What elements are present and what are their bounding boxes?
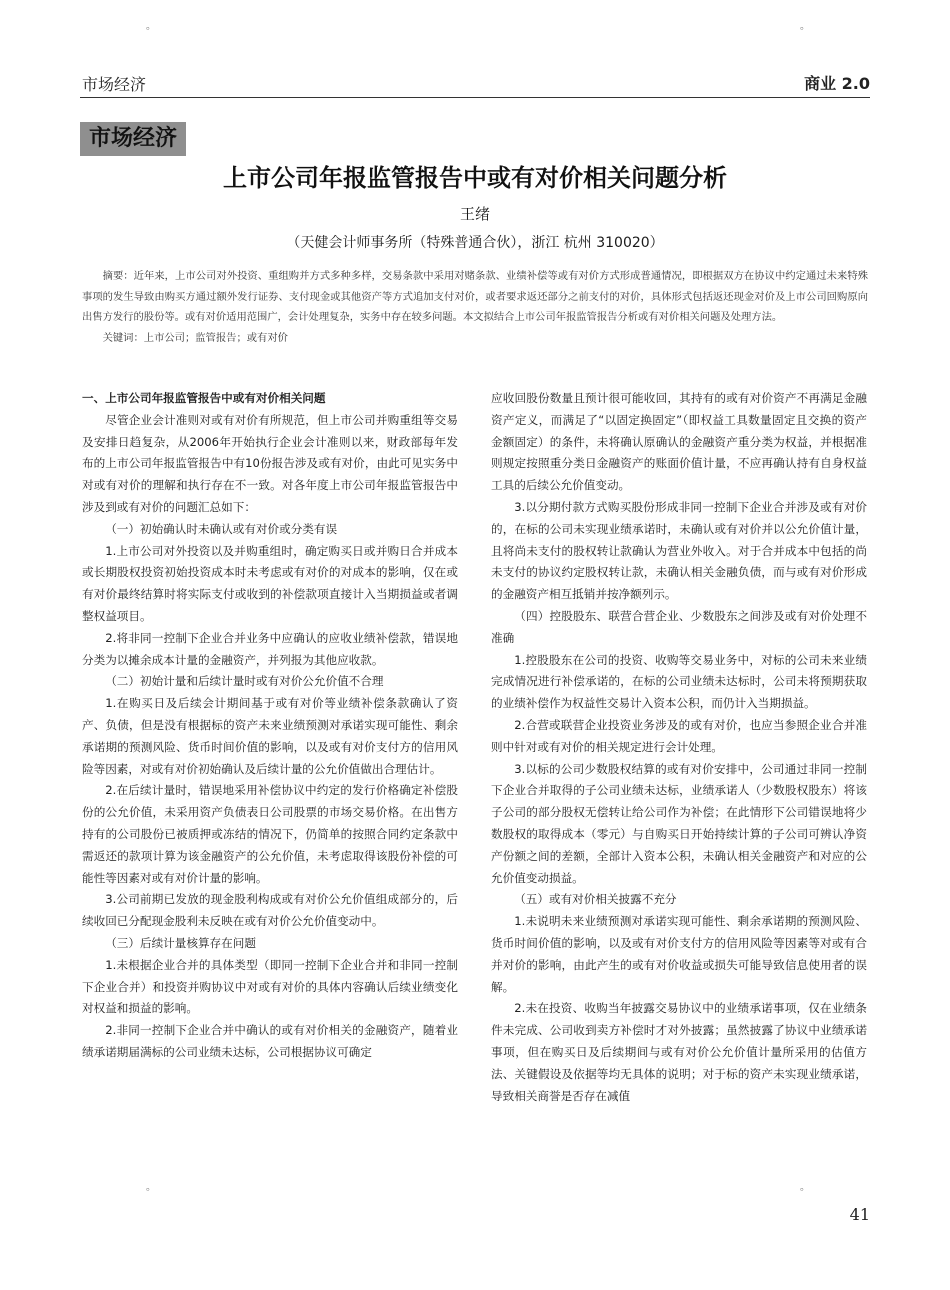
paragraph: 1.上市公司对外投资以及并购重组时，确定购买日或并购日合并成本或长期股权投资初始投资成本时未考虑或有对价的对成本的影响，仅在或有对价最终结算时将实际支付或收到的补偿款项直接计入当期损益或者调整权益项目。 bbox=[82, 543, 458, 623]
subheading: （二）初始计量和后续计量时或有对价公允价值不合理 bbox=[105, 674, 384, 689]
corner-mark: 。 bbox=[146, 1182, 156, 1193]
paragraph: 1.控股股东在公司的投资、收购等交易业务中，对标的公司未来业绩完成情况进行补偿承诺的，在标的公司业绩未达标时，公司未将预期获取的业绩补偿作为权益性交易计入资本公积，而仍计入当期损益。 bbox=[491, 652, 867, 711]
article-author: 王绪 bbox=[459, 205, 490, 223]
paragraph: 3.以标的公司少数股权结算的或有对价安排中，公司通过非同一控制下企业合并取得的子公司业绩未达标，业绩承诺人（少数股权股东）将该子公司的部分股权无偿转让给公司作为补偿；在此情形下公司错误地将少数股权的取得成本（零元）与自购买日开始持续计算的子公司可辨认净资产份额之间的差额，全部计入资本公积，未确认相关金融资产和对应的公允价值变动损益。 bbox=[491, 761, 867, 885]
paragraph: 3.以分期付款方式购买股份形成非同一控制下企业合并涉及或有对价的，在标的公司未实现业绩承诺时，未确认或有对价并以公允价值计量，且将尚未支付的股权转让款确认为营业外收入。对于合并成本中包括的尚未支付的协议约定股权转让款，未确认相关金融负债，而与或有对价形成的金融资产相互抵销并按净额列示。 bbox=[491, 499, 867, 602]
header-rule bbox=[80, 97, 870, 98]
corner-mark: 。 bbox=[146, 21, 156, 32]
paragraph: 2.合营或联营企业投资业务涉及的或有对价，也应当参照企业合并准则中针对或有对价的相关规定进行会计处理。 bbox=[491, 717, 867, 754]
subheading: （五）或有对价相关披露不充分 bbox=[514, 892, 677, 907]
abstract-text: 摘要：近年来，上市公司对外投资、重组购并方式多种多样，交易条款中采用对赌条款、业绩补偿等或有对价方式形成普通情况，即根据双方在协议中约定通过未来特殊事项的发生导致由购买方通过额外发行证券、支付现金或其他资产等方式追加支付对价，或者要求返还部分之前支付的对价，具体形式包括返还现金对价及上市公司回购原向出售方发行的股份等。或有对价适用范围广，会计处理复杂，实务中存在较多问题。本文拟结合上市公司年报监管报告分析或有对价相关问题及处理方法。 bbox=[82, 270, 868, 323]
article-title: 上市公司年报监管报告中或有对价相关问题分析 bbox=[223, 164, 727, 192]
paragraph: 尽管企业会计准则对或有对价有所规范，但上市公司并购重组等交易及安排日趋复杂，从2006年开始执行企业会计准则以来，财政部每年发布的上市公司年报监管报告中有10份报告涉及或有对价，由此可见实务中对或有对价的理解和执行存在不一致。对各年度上市公司年报监管报告中涉及到或有对价的问题汇总如下： bbox=[82, 412, 458, 514]
paragraph: 1.在购买日及后续会计期间基于或有对价等业绩补偿条款确认了资产、负债，但是没有根据标的资产未来业绩预测对承诺实现可能性、剩余承诺期的预测风险、货币时间价值的影响，以及或有对价支付方的信用风险等因素，对或有对价初始确认及后续计量的公允价值做出合理估计。 bbox=[82, 696, 458, 776]
subheading: （三）后续计量核算存在问题 bbox=[105, 935, 256, 950]
author-affiliation: （天健会计师事务所（特殊普通合伙），浙江 杭州 310020） bbox=[286, 235, 664, 251]
heading: 一、上市公司年报监管报告中或有对价相关问题 bbox=[82, 391, 326, 405]
paragraph: 2.在后续计量时，错误地采用补偿协议中约定的发行价格确定补偿股份的公允价值，未采用资产负债表日公司股票的市场交易价格。在出售方持有的公司股份已被质押或冻结的情况下，仍简单的按照合同约定条款中需返还的款项计算为该金融资产的公允价值，未考虑取得该股份补偿的可能性等因素对或有对价计量的影响。 bbox=[82, 783, 458, 885]
corner-mark: 。 bbox=[800, 1182, 810, 1193]
paragraph: 3.公司前期已发放的现金股利构成或有对价公允价值组成部分的，后续收回已分配现金股利未反映在或有对价公允价值变动中。 bbox=[82, 892, 458, 929]
page-number: 41 bbox=[849, 1205, 870, 1224]
paragraph: 2.非同一控制下企业合并中确认的或有对价相关的金融资产，随着业绩承诺期届满标的公司业绩未达标，公司根据协议可确定 bbox=[82, 1023, 458, 1059]
paragraph: 1.未根据企业合并的具体类型（即同一控制下企业合并和非同一控制下企业合并）和投资并购协议中对或有对价的具体内容确认后续业绩变化对权益和损益的影响。 bbox=[82, 957, 458, 1016]
section-tag: 市场经济 bbox=[80, 122, 186, 156]
corner-mark: 。 bbox=[800, 21, 810, 32]
running-header-section: 市场经济 bbox=[82, 75, 147, 94]
left-column bbox=[82, 388, 458, 1064]
abstract-block bbox=[82, 266, 868, 348]
paragraph: 应收回股份数量且预计很可能收回，其持有的或有对价资产不再满足金融资产定义，而满足了“以固定换固定”（即权益工具数量固定且交换的资产金额固定）的条件，未将确认原确认的金融资产重分类为权益，并根据准则规定按照重分类日金融资产的账面价值计量，不应再确认持有自身权益工具的后续公允价值变动。 bbox=[491, 391, 867, 493]
paragraph: 2.将非同一控制下企业合并业务中应确认的应收业绩补偿款，错误地分类为以摊余成本计量的金融资产，并列报为其他应收款。 bbox=[82, 630, 458, 667]
subheading: （一）初始确认时未确认或有对价或分类有误 bbox=[105, 521, 338, 536]
right-column bbox=[491, 388, 867, 1107]
keywords: 关键词：上市公司；监管报告；或有对价 bbox=[102, 331, 288, 344]
paragraph: 2.未在投资、收购当年披露交易协议中的业绩承诺事项，仅在业绩条件未完成、公司收到卖方补偿时才对外披露；虽然披露了协议中业绩承诺事项，但在购买日及后续期间与或有对价公允价值计量所采用的估值方法、关键假设及依据等均无具体的说明；对于标的资产未实现业绩承诺，导致相关商誉是否存在减值 bbox=[491, 1001, 867, 1103]
paragraph: 1.未说明未来业绩预测对承诺实现可能性、剩余承诺期的预测风险、货币时间价值的影响，以及或有对价支付方的信用风险等因素等对或有合并对价的影响，由此产生的或有对价收益或损失可能导致信息使用者的误解。 bbox=[491, 914, 867, 994]
subheading: （四）控股股东、联营合营企业、少数股东之间涉及或有对价处理不准确 bbox=[491, 608, 867, 645]
running-header-journal: 商业 2.0 bbox=[804, 74, 870, 93]
